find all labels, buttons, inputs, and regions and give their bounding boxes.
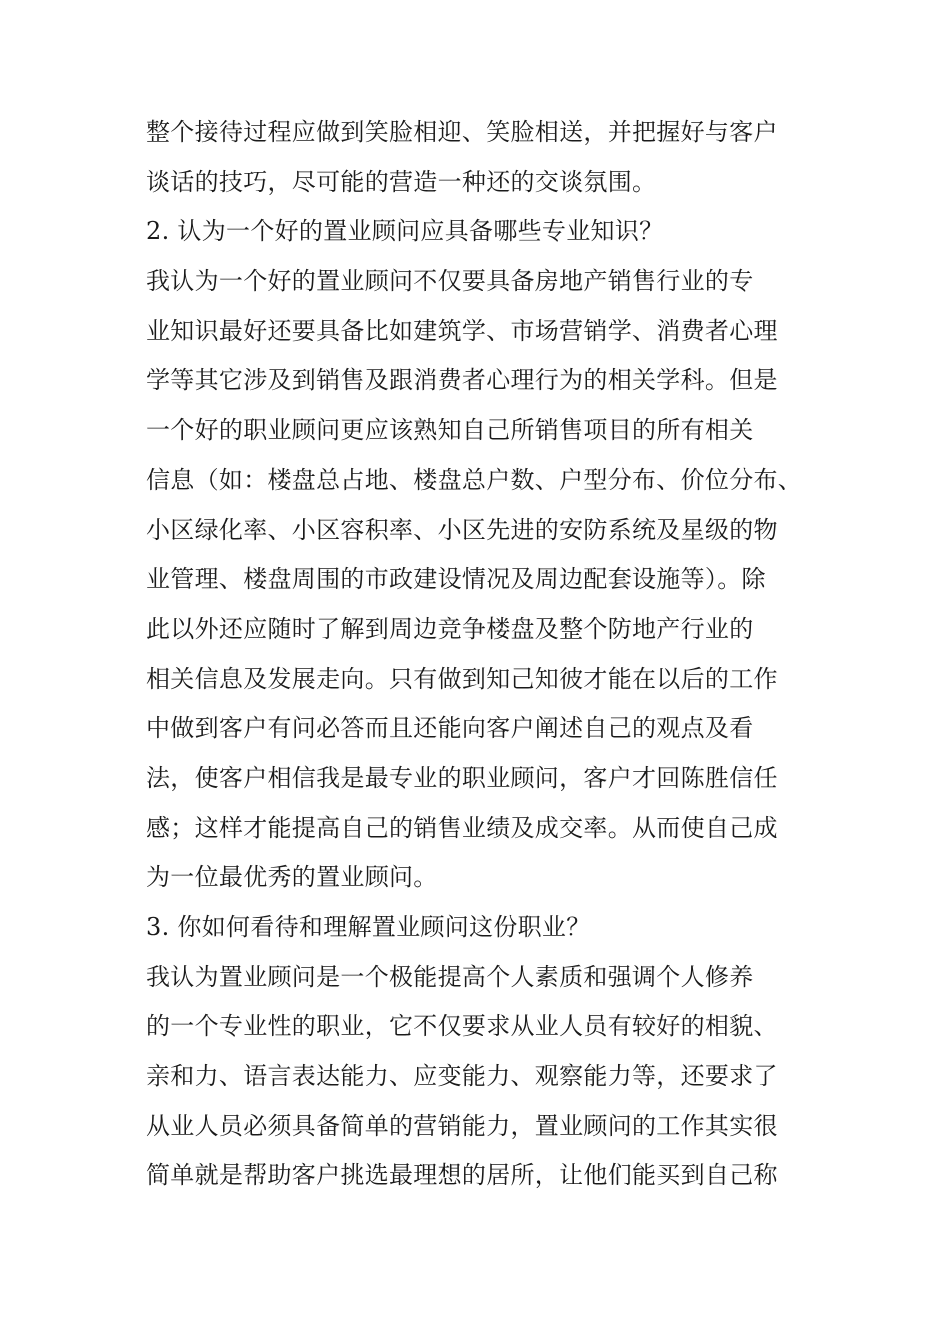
question-heading: 2. 认为一个好的置业顾问应具备哪些专业知识？	[146, 217, 664, 246]
text-line: 简单就是帮助客户挑选最理想的居所，让他们能买到自己称	[146, 1161, 778, 1190]
text-line: 信息（如：楼盘总占地、楼盘总户数、户型分布、价位分布、	[146, 465, 803, 494]
text-line: 业管理、楼盘周围的市政建设情况及周边配套设施等）。除	[146, 565, 766, 594]
text-line: 我认为一个好的置业顾问不仅要具备房地产销售行业的专	[146, 267, 754, 296]
text-line: 相关信息及发展走向。只有做到知己知彼才能在以后的工作	[146, 664, 778, 693]
text-line: 为一位最优秀的置业顾问。	[146, 863, 438, 892]
text-line: 感；这样才能提高自己的销售业绩及成交率。从而使自己成	[146, 813, 778, 842]
text-line: 一个好的职业顾问更应该熟知自己所销售项目的所有相关	[146, 416, 754, 445]
text-line: 中做到客户有问必答而且还能向客户阐述自己的观点及看	[146, 714, 754, 743]
question-heading: 3. 你如何看待和理解置业顾问这份职业？	[146, 913, 591, 941]
text-line: 此以外还应随时了解到周边竞争楼盘及整个防地产行业的	[146, 614, 754, 643]
text-line: 业知识最好还要具备比如建筑学、市场营销学、消费者心理	[146, 316, 778, 345]
text-line: 从业人员必须具备简单的营销能力，置业顾问的工作其实很	[146, 1111, 778, 1140]
text-line: 谈话的技巧，尽可能的营造一种还的交谈氛围。	[146, 167, 657, 196]
text-line: 我认为置业顾问是一个极能提高个人素质和强调个人修养	[146, 962, 754, 991]
text-line: 小区绿化率、小区容积率、小区先进的安防系统及星级的物	[146, 515, 778, 544]
text-line: 的一个专业性的职业，它不仅要求从业人员有较好的相貌、	[146, 1012, 778, 1041]
text-line: 法，使客户相信我是最专业的职业顾问，客户才回陈胜信任	[146, 763, 778, 792]
text-line: 亲和力、语言表达能力、应变能力、观察能力等，还要求了	[146, 1062, 778, 1091]
text-line: 整个接待过程应做到笑脸相迎、笑脸相送，并把握好与客户	[146, 118, 778, 146]
text-line: 学等其它涉及到销售及跟消费者心理行为的相关学科。但是	[146, 366, 778, 395]
document-body	[146, 108, 846, 1201]
